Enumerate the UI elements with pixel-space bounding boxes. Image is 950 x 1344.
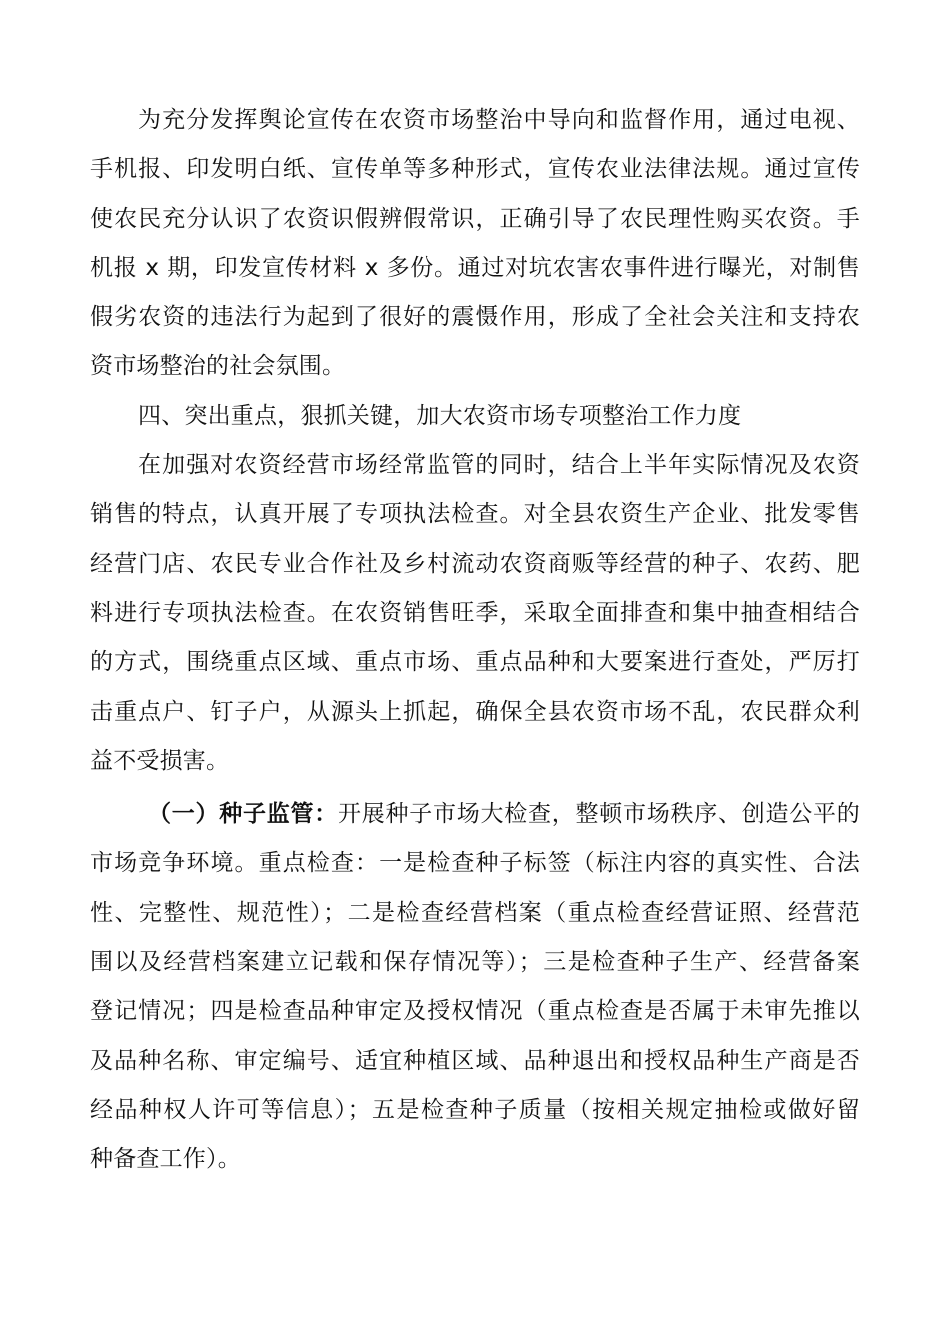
paragraph-seed-supervision — [90, 790, 860, 1184]
text-line: 假劣农资的违法行为起到了很好的震慑作用，形成了全社会关注和支持农 — [90, 304, 860, 331]
text-line: 使农民充分认识了农资识假辨假常识，正确引导了农民理性购买农资。手 — [90, 205, 860, 232]
document-page — [90, 96, 860, 1185]
text-line: 的方式，围绕重点区域、重点市场、重点品种和大要案进行查处，严厉打 — [90, 649, 860, 676]
paragraph-publicity — [90, 96, 860, 392]
text-line: 机报 x 期，印发宣传材料 x 多份。通过对坑农害农事件进行曝光，对制售 — [90, 254, 860, 281]
text-line: 种备查工作）。 — [90, 1146, 241, 1173]
text-line: 经营门店、农民专业合作社及乡村流动农资商贩等经营的种子、农药、肥 — [90, 550, 860, 577]
text-line: 资市场整治的社会氛围。 — [90, 353, 346, 380]
text-line: 在加强对农资经营市场经常监管的同时，结合上半年实际情况及农资 — [138, 452, 860, 479]
section-heading: 四、突出重点，狠抓关键，加大农资市场专项整治工作力度 — [138, 402, 742, 429]
text-line: 益不受损害。 — [90, 747, 230, 774]
text-line — [90, 790, 860, 839]
text-line: 经品种权人许可等信息）；五是检查种子质量（按相关规定抽检或做好留 — [90, 1096, 860, 1123]
text-line: 手机报、印发明白纸、宣传单等多种形式，宣传农业法律法规。通过宣传 — [90, 156, 860, 183]
text-line: 市场竞争环境。重点检查：一是检查种子标签（标注内容的真实性、合法 — [90, 850, 860, 877]
paragraph-special-inspection — [90, 441, 860, 786]
text-segment: 开展种子市场大检查，整顿市场秩序、创造公平的 — [338, 801, 860, 828]
text-line: 及品种名称、审定编号、适宜种植区域、品种退出和授权品种生产商是否 — [90, 1047, 860, 1074]
subsection-lead: （一）种子监管： — [148, 801, 339, 828]
text-line: 为充分发挥舆论宣传在农资市场整治中导向和监督作用，通过电视、 — [138, 107, 860, 133]
text-line: 围以及经营档案建立记载和保存情况等）；三是检查种子生产、经营备案 — [90, 949, 860, 976]
text-line: 击重点户、钉子户，从源头上抓起，确保全县农资市场不乱，农民群众利 — [90, 698, 860, 725]
text-line: 销售的特点，认真开展了专项执法检查。对全县农资生产企业、批发零售 — [90, 501, 860, 528]
text-line: 料进行专项执法检查。在农资销售旺季，采取全面排查和集中抽查相结合 — [90, 599, 860, 626]
text-line: 性、完整性、规范性）；二是检查经营档案（重点检查经营证照、经营范 — [90, 899, 860, 926]
text-line: 登记情况；四是检查品种审定及授权情况（重点检查是否属于未审先推以 — [90, 998, 860, 1025]
